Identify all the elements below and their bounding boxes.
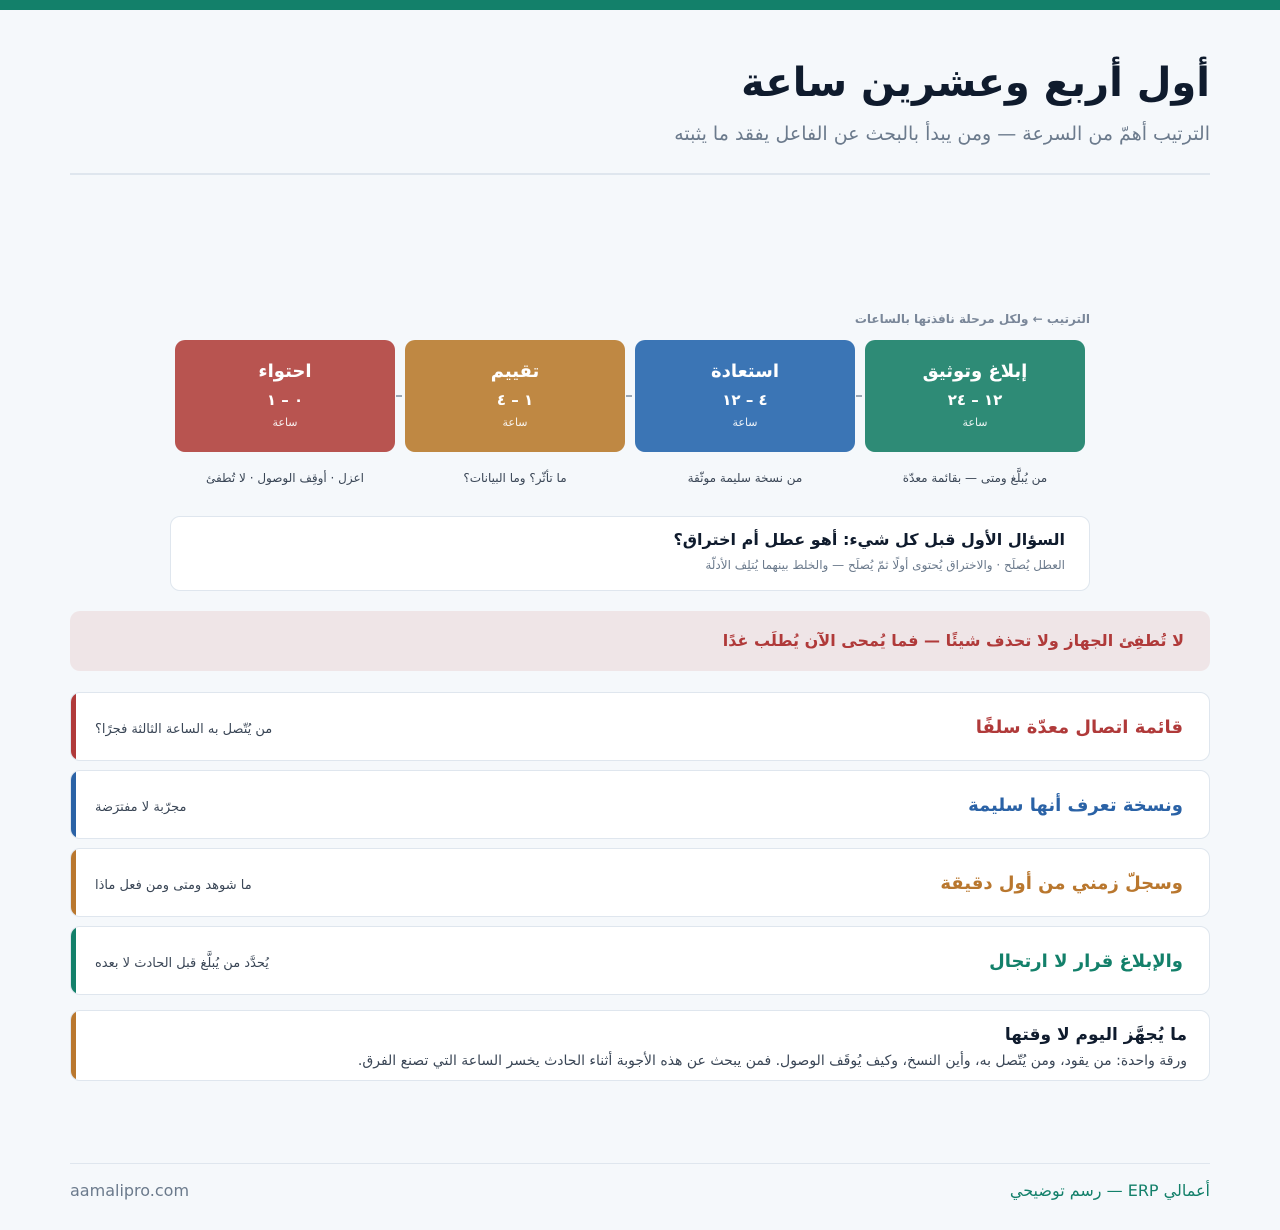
stage-recovery [635,340,855,452]
preparation-box [70,1010,1210,1081]
checklist-card-backup [70,770,1210,839]
stage-unit: ساعة [272,416,298,429]
stage-assessment [405,340,625,452]
card-accent-bar [71,771,76,838]
stage-range: ١ – ٤ [496,391,534,409]
timeline-stages [175,340,1085,452]
stage-reporting [865,340,1085,452]
checklist-card-reporting [70,926,1210,995]
page-header [70,58,1210,146]
stage-name: إبلاغ وتوثيق [922,361,1028,382]
stage-name: استعادة [710,361,779,382]
card-title: ونسخة تعرف أنها سليمة [968,795,1183,816]
stage-name: تقييم [490,361,540,382]
card-note: يُحدَّد من يُبلَّغ قبل الحادث لا بعده [95,956,269,971]
card-note: من يُتّصل به الساعة الثالثة فجرًا؟ [95,722,273,737]
warning-banner [70,611,1210,671]
top-accent-bar [0,0,1280,10]
footer-divider [70,1163,1210,1164]
stage-description: اعزل · أوقِف الوصول · لا تُطفئ [205,471,365,485]
stage-range: ٤ – ١٢ [722,391,768,409]
card-title: وسجلّ زمني من أول دقيقة [940,873,1183,894]
card-note: مجرّبة لا مفترَضة [95,800,187,815]
warning-text: لا تُطفِئ الجهاز ولا تحذف شيئًا — فما يُمحى الآن يُطلَب غدًا [722,631,1184,650]
footer-site-link[interactable]: aamalipro.com [70,1181,190,1200]
card-accent-bar [71,849,76,916]
checklist-card-contacts [70,692,1210,761]
card-accent-bar [71,927,76,994]
stage-containment [175,340,395,452]
stage-connector [856,395,862,397]
key-question-title: السؤال الأول قبل كل شيء: أهو عطل أم اختراق؟ [673,530,1065,549]
checklist-card-log [70,848,1210,917]
stage-range: ١٢ – ٢٤ [947,391,1003,409]
card-note: ما شوهد ومتى ومن فعل ماذا [95,878,252,893]
stage-connector [396,395,402,397]
page-subtitle: الترتيب أهمّ من السرعة — ومن يبدأ بالبحث عن الفاعل يفقد ما يثبته [674,123,1210,145]
footer-brand: أعمالي ERP — رسم توضيحي [1009,1181,1210,1200]
stage-description: من يُبلَّغ ومتى — بقائمة معدّة [902,471,1048,485]
stage-connector [626,395,632,397]
key-question-box [170,516,1090,591]
key-question-subtitle: العطل يُصلَح · والاختراق يُحتوى أولًا ثمّ يُصلَح — والخلط بينهما يُتلِف الأدلّة [705,558,1065,572]
stage-unit: ساعة [732,416,758,429]
timeline-caption: الترتيب ← ولكل مرحلة نافذتها بالساعات [854,312,1090,326]
preparation-title: ما يُجهَّز اليوم لا وقتها [1004,1025,1187,1045]
preparation-text: ورقة واحدة: من يقود، ومن يُتّصل به، وأين النسخ، وكيف يُوقَف الوصول. فمن يبحث عن هذه الأجوبة أثناء الحادث يخسر الساعة التي تصنع الفرق. [357,1053,1187,1069]
stage-unit: ساعة [962,416,988,429]
stage-description: ما تأثّر؟ وما البيانات؟ [463,471,567,485]
stage-unit: ساعة [502,416,528,429]
stage-name: احتواء [258,361,312,382]
stage-description: من نسخة سليمة موثّقة [687,471,803,485]
card-title: والإبلاغ قرار لا ارتجال [989,951,1183,972]
card-accent-bar [71,693,76,760]
stage-range: ٠ – ١ [266,391,304,409]
header-divider [70,173,1210,175]
card-accent-bar [71,1011,76,1080]
card-title: قائمة اتصال معدّة سلفًا [975,717,1183,738]
page-title: أول أربع وعشرين ساعة [741,60,1210,106]
